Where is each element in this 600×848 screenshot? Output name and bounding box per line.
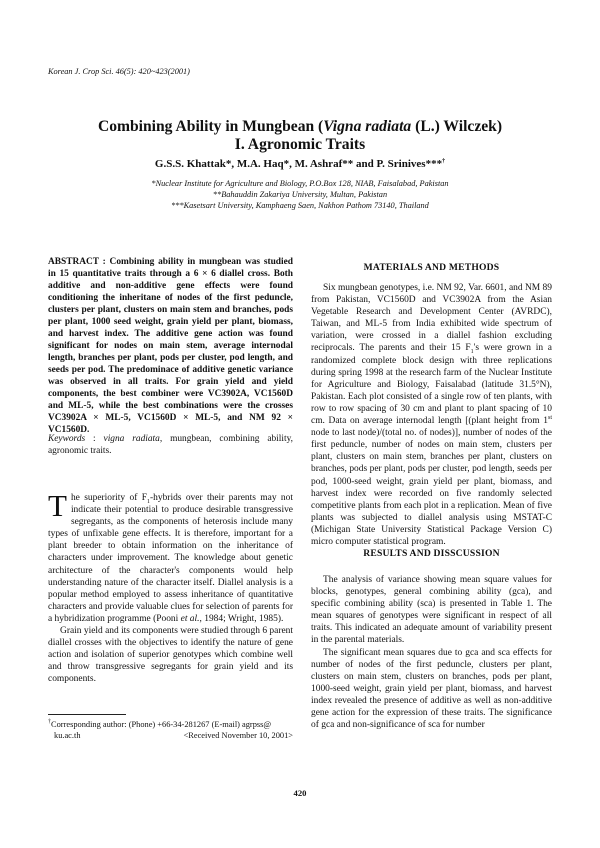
introduction: [48, 488, 293, 686]
footnote-line-1: †Corresponding author: (Phone) +66-34-281267 (E-mail) agrpss@: [48, 719, 272, 729]
keywords-italic-term: vigna radiata,: [103, 434, 163, 444]
methods-paragraph: Six mungbean genotypes, i.e. NM 92, Var. 6601, and NM 89 from Pakistan, VC1560D and VC3902A from the Asian Vegetable Research and Development Center (AVRDC), Taiwan, and ML-5 from India exhibited wide spectrum of variation, were crossed in a diallel fashion excluding reciprocals. The parents and their 15 $F_1's$ were grown in a randomized complete block design with three replications during spring 1998 at the research farm of the Nuclear Institute for Agriculture and Biology, Faisalabad (latitude 31.5°N), Pakistan. Each plot consisted of a single row of ten plants, with row to row spacing of 30 cm and plant to plant spacing of 10 cm. Data on average internodal length [(plant height from 1st node to last node)/(total no. of nodes)], number of nodes of the first peduncle, number of nodes on main stem, clusters per plant, clusters on main stem, branches per plant, clusters on branches, pods per plant, pods per cluster, pod length, seeds per pod, 1000-seed weight, grain yield per plant, biomass, and harvest index were recorded on five randomly selected competitive plants from each plot in a replication. Mean of five plants was subjected to diallel analysis using MSTAT-C (Michigan State University Statistical Package Version C) micro computer statistical program.: [311, 283, 552, 547]
section-heading-results: RESULTS AND DISSCUSSION: [363, 548, 500, 559]
intro-paragraph-2: Grain yield and its components were studied through 6 parent diallel crosses with the objectives to identify the nature of gene action and isolation of superior genotypes which combine well and throw transgressive segregants for grain yield and its components.: [48, 626, 293, 685]
results-section: [311, 574, 552, 731]
corresponding-mark: †: [442, 158, 446, 165]
affiliation-3: ***Kasetsart University, Kamphaeng Saen, Nakhon Pathom 73140, Thailand: [171, 201, 429, 211]
keywords-terms: mungbean, combining ability, agronomic traits.: [48, 434, 294, 456]
species-name: Vigna radiata: [323, 118, 412, 135]
footnote-line-2: ku.ac.th <Received November 10, 2001>: [54, 731, 293, 740]
footnote-rule: [48, 714, 126, 715]
title-line-1: Combining Ability in Mungbean (Vigna radiata (L.) Wilczek): [97, 118, 503, 135]
abstract-text: Combining ability in mungbean was studied in 15 quantitative traits through a 6 × 6 diallel cross. Both additive and non-additive gene effects were found conditioning the inheritane of nodes of the first peduncle, clusters per plant, clusters on main stem and branches, pods per plant, 1000 seed weight, grain yield per plant, biomass, and harvest index. The additive gene action was found significant for nodes on main stem, average internodal length, branches per plant, pods per cluster, pod length, and seeds per pod. The predominace of additive genetic variance was observed in all traits. For grain yield and yield components, the best combiner were VC3902A, VC1560D and ML-5, while the best combinations were the crosses VC3902A × ML-5, VC1560D × ML-5, and NM 92 × VC1560D.: [48, 257, 293, 435]
author-list: G.S.S. Khattak*, M.A. Haq*, M. Ashraf** and P. Srinives***†: [154, 158, 446, 170]
journal-citation: Korean J. Crop Sci. 46(5): 420~423(2001): [48, 67, 190, 76]
title-line-2: I. Agronomic Traits: [234, 136, 366, 153]
keywords: Keywords : vigna radiata, mungbean, combining ability, agronomic traits.: [48, 434, 294, 456]
abstract-label: ABSTRACT :: [48, 257, 110, 267]
page-number: 420: [293, 788, 307, 798]
footnote: [48, 719, 293, 741]
section-heading-methods: MATERIALS AND METHODS: [363, 262, 500, 273]
paper-title: [40, 118, 560, 154]
intro-paragraph-1: The superiority of $F_1$-hybrids over their parents may not indicate their potential to produce desirable transgressive segregants, as the components of heterosis include many types of unfixable gene effects. It is therefore, important for a plant breeder to obtain information on the inheritance of characters under improvement. The knowledge about genetic architecture of the character's components would help understanding nature of the character itself. Diallel analysis is a popular method employed to assess inheritance of quantitative characters and provide valuable clues for selection of parents for a hybridization programme (Pooni et al., 1984; Wright, 1985).: [48, 488, 293, 624]
methods-section: [311, 282, 552, 548]
abstract: [48, 256, 293, 436]
results-paragraph-2: The significant mean squares due to gca and sca effects for number of nodes of the first peduncle, clusters per plant, clusters on main stem, clusters on branches, pods per plant, 1000-seed weight, grain yield per plant, biomass, and harvest index revealed the presence of additive as well as non-additive gene action for the expression of these traits. The significance of gca and non-significance of sca for number: [311, 647, 552, 731]
affiliation-2: **Bahauddin Zakariya University, Multan, Pakistan: [212, 190, 388, 200]
affiliations: [40, 178, 560, 212]
keywords-label: Keywords: [48, 434, 86, 444]
received-date: <Received November 10, 2001>: [183, 731, 293, 740]
drop-cap: T: [48, 488, 67, 523]
results-paragraph-1: The analysis of variance showing mean square values for blocks, genotypes, general combining ability (gca), and specific combining ability (sca) is presented in Table 1. The mean squares of genotypes were significant in respect of all traits. This indicated an adequate amount of variability present in the parental materials.: [311, 575, 552, 646]
affiliation-1: *Nuclear Institute for Agriculture and Biology, P.O.Box 128, NIAB, Faisalabad, Pakistan: [151, 179, 449, 188]
